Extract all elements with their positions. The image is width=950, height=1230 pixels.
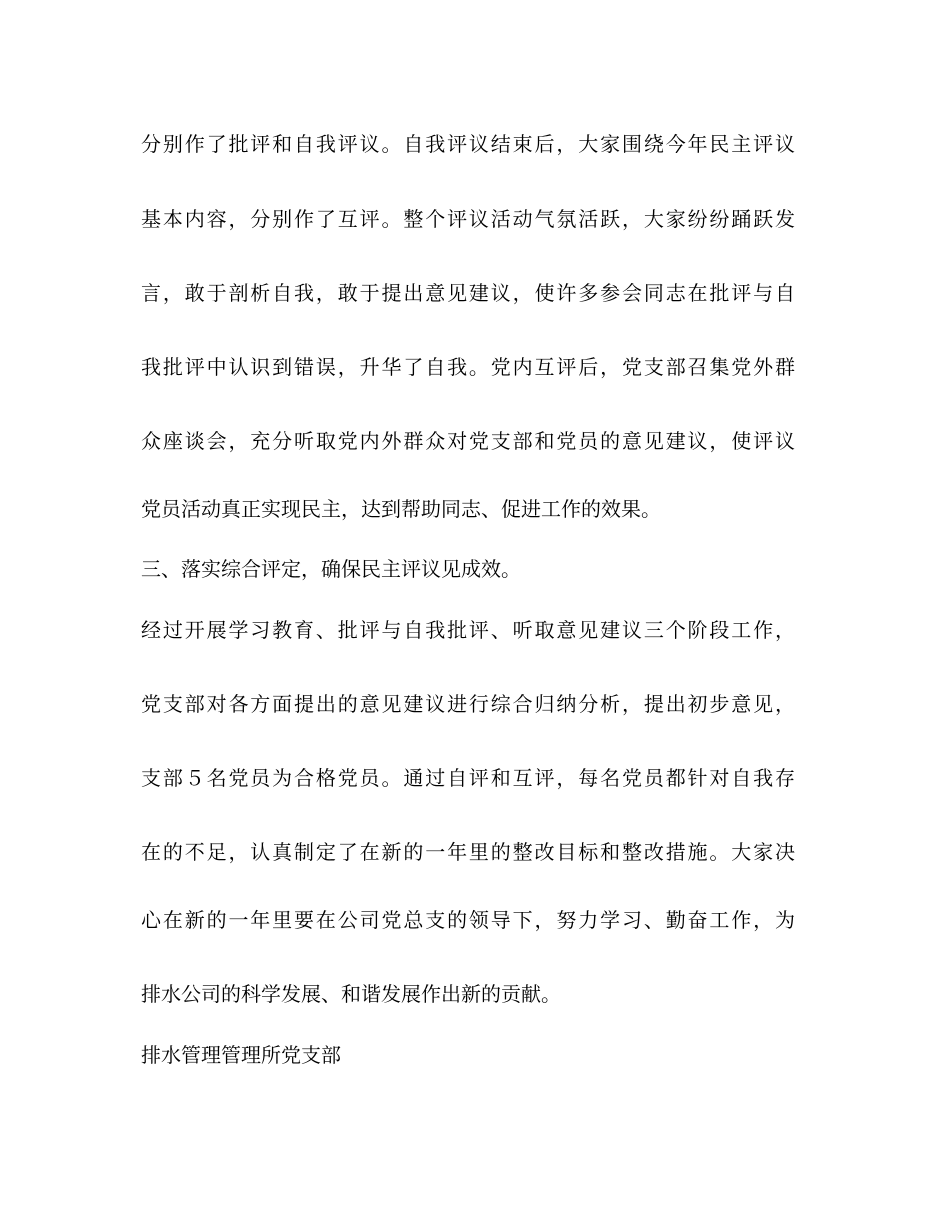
paragraph-line: 言，敢于剖析自我，敢于提出意见建议，使许多参会同志在批评与自 — [141, 281, 795, 305]
paragraph-line: 分别作了批评和自我评议。自我评议结束后，大家围绕今年民主评议 — [141, 132, 795, 156]
section-heading: 三、落实综合评定，确保民主评议见成效。 — [141, 557, 521, 581]
paragraph-line: 党支部对各方面提出的意见建议进行综合归纳分析，提出初步意见， — [141, 692, 795, 716]
paragraph-line: 支部５名党员为合格党员。通过自评和互评，每名党员都针对自我存 — [141, 766, 795, 790]
paragraph-line: 众座谈会，充分听取党内外群众对党支部和党员的意见建议，使评议 — [141, 429, 795, 453]
paragraph-line: 党员活动真正实现民主，达到帮助同志、促进工作的效果。 — [141, 497, 661, 521]
paragraph-line: 我批评中认识到错误，升华了自我。党内互评后，党支部召集党外群 — [141, 355, 795, 379]
paragraph-line: 心在新的一年里要在公司党总支的领导下，努力学习、勤奋工作，为 — [141, 908, 795, 932]
signature-line: 排水管理管理所党支部 — [141, 1043, 341, 1067]
paragraph-line: 经过开展学习教育、批评与自我批评、听取意见建议三个阶段工作， — [141, 618, 795, 642]
paragraph-line: 基本内容，分别作了互评。整个评议活动气氛活跃，大家纷纷踊跃发 — [141, 207, 795, 231]
paragraph-line: 在的不足，认真制定了在新的一年里的整改目标和整改措施。大家决 — [141, 840, 795, 864]
paragraph-line: 排水公司的科学发展、和谐发展作出新的贡献。 — [141, 982, 561, 1006]
